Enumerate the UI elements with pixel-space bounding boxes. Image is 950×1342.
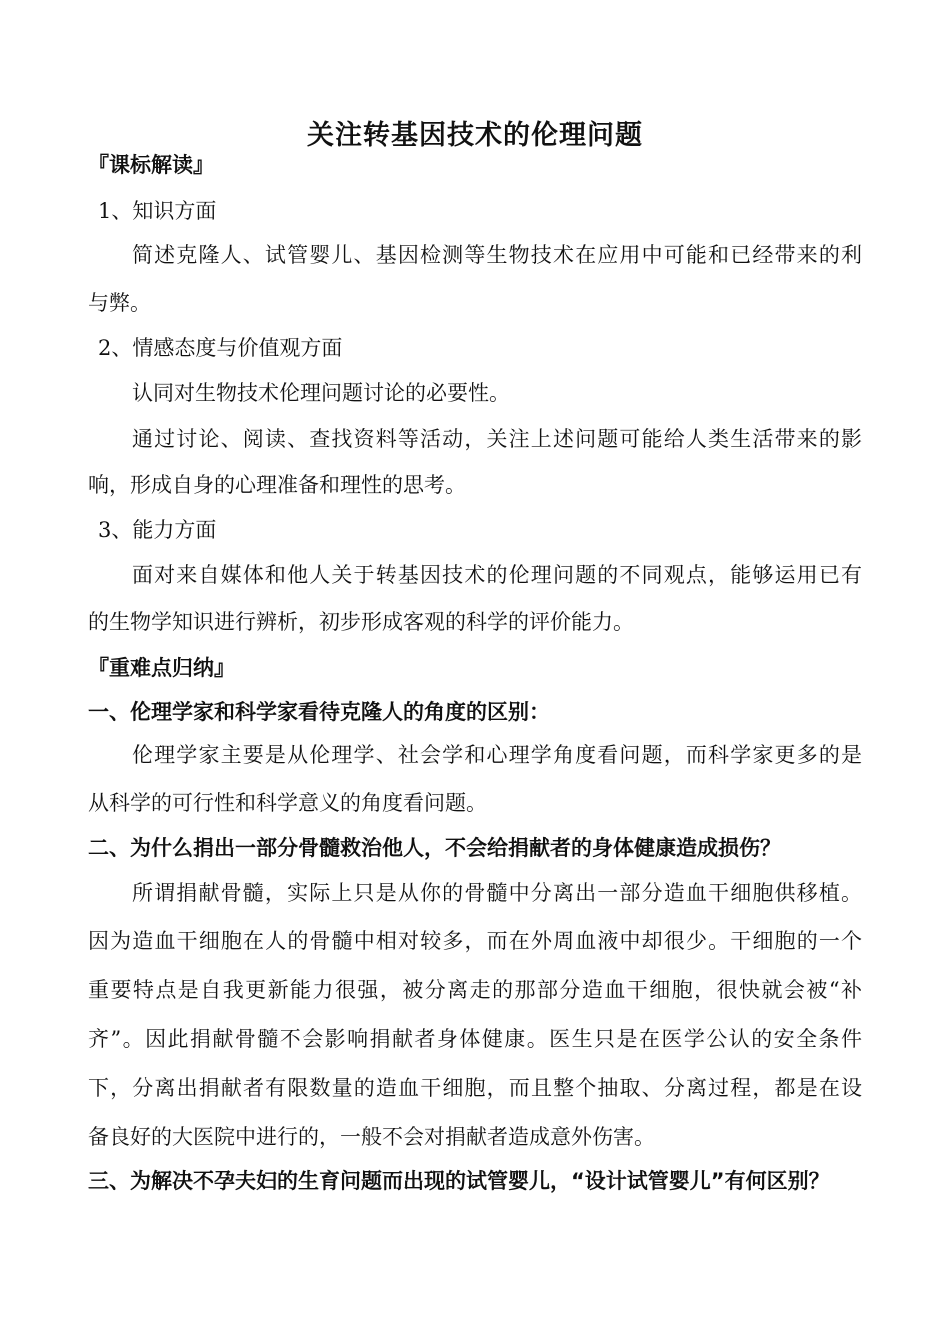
paragraph-line: 齐”。因此捐献骨髓不会影响捐献者身体健康。医生只是在医学公认的安全条件: [88, 1027, 862, 1051]
paragraph-line: 认同对生物技术伦理问题讨论的必要性。: [132, 381, 510, 405]
paragraph-line: 从科学的可行性和科学意义的角度看问题。: [88, 791, 487, 815]
question-heading-3: 三、为解决不孕夫妇的生育问题而出现的试管婴儿，“设计试管婴儿”有何区别？: [88, 1169, 830, 1193]
paragraph-line: 面对来自媒体和他人关于转基因技术的伦理问题的不同观点，能够运用已有: [132, 563, 862, 587]
paragraph-line: 通过讨论、阅读、查找资料等活动，关注上述问题可能给人类生活带来的影: [132, 427, 862, 451]
paragraph-line: 所谓捐献骨髓，实际上只是从你的骨髓中分离出一部分造血干细胞供移植。: [132, 881, 862, 905]
item-label-attitude: 2、情感态度与价值观方面: [98, 336, 343, 360]
paragraph-line: 响，形成自身的心理准备和理性的思考。: [88, 473, 466, 497]
section-heading-key-points: 『重难点归纳』: [88, 656, 235, 680]
paragraph-line: 简述克隆人、试管婴儿、基因检测等生物技术在应用中可能和已经带来的利: [132, 243, 862, 267]
paragraph-line: 伦理学家主要是从伦理学、社会学和心理学角度看问题，而科学家更多的是: [132, 743, 862, 767]
question-heading-1: 一、伦理学家和科学家看待克隆人的角度的区别：: [88, 700, 550, 724]
paragraph-line: 因为造血干细胞在人的骨髓中相对较多，而在外周血液中却很少。干细胞的一个: [88, 929, 862, 953]
paragraph-line: 与弊。: [88, 291, 151, 315]
paragraph-line: 下，分离出捐献者有限数量的造血干细胞，而且整个抽取、分离过程，都是在设: [88, 1076, 862, 1100]
paragraph-line: 重要特点是自我更新能力很强，被分离走的那部分造血干细胞，很快就会被“补: [88, 978, 862, 1002]
item-label-knowledge: 1、知识方面: [98, 199, 217, 223]
section-heading-curriculum: 『课标解读』: [88, 153, 214, 177]
paragraph-line: 备良好的大医院中进行的，一般不会对捐献者造成意外伤害。: [88, 1125, 655, 1149]
question-heading-2: 二、为什么捐出一部分骨髓救治他人，不会给捐献者的身体健康造成损伤？: [88, 836, 781, 860]
document-title: 关注转基因技术的伦理问题: [307, 120, 643, 151]
paragraph-line: 的生物学知识进行辨析，初步形成客观的科学的评价能力。: [88, 610, 634, 634]
item-label-ability: 3、能力方面: [98, 518, 217, 542]
